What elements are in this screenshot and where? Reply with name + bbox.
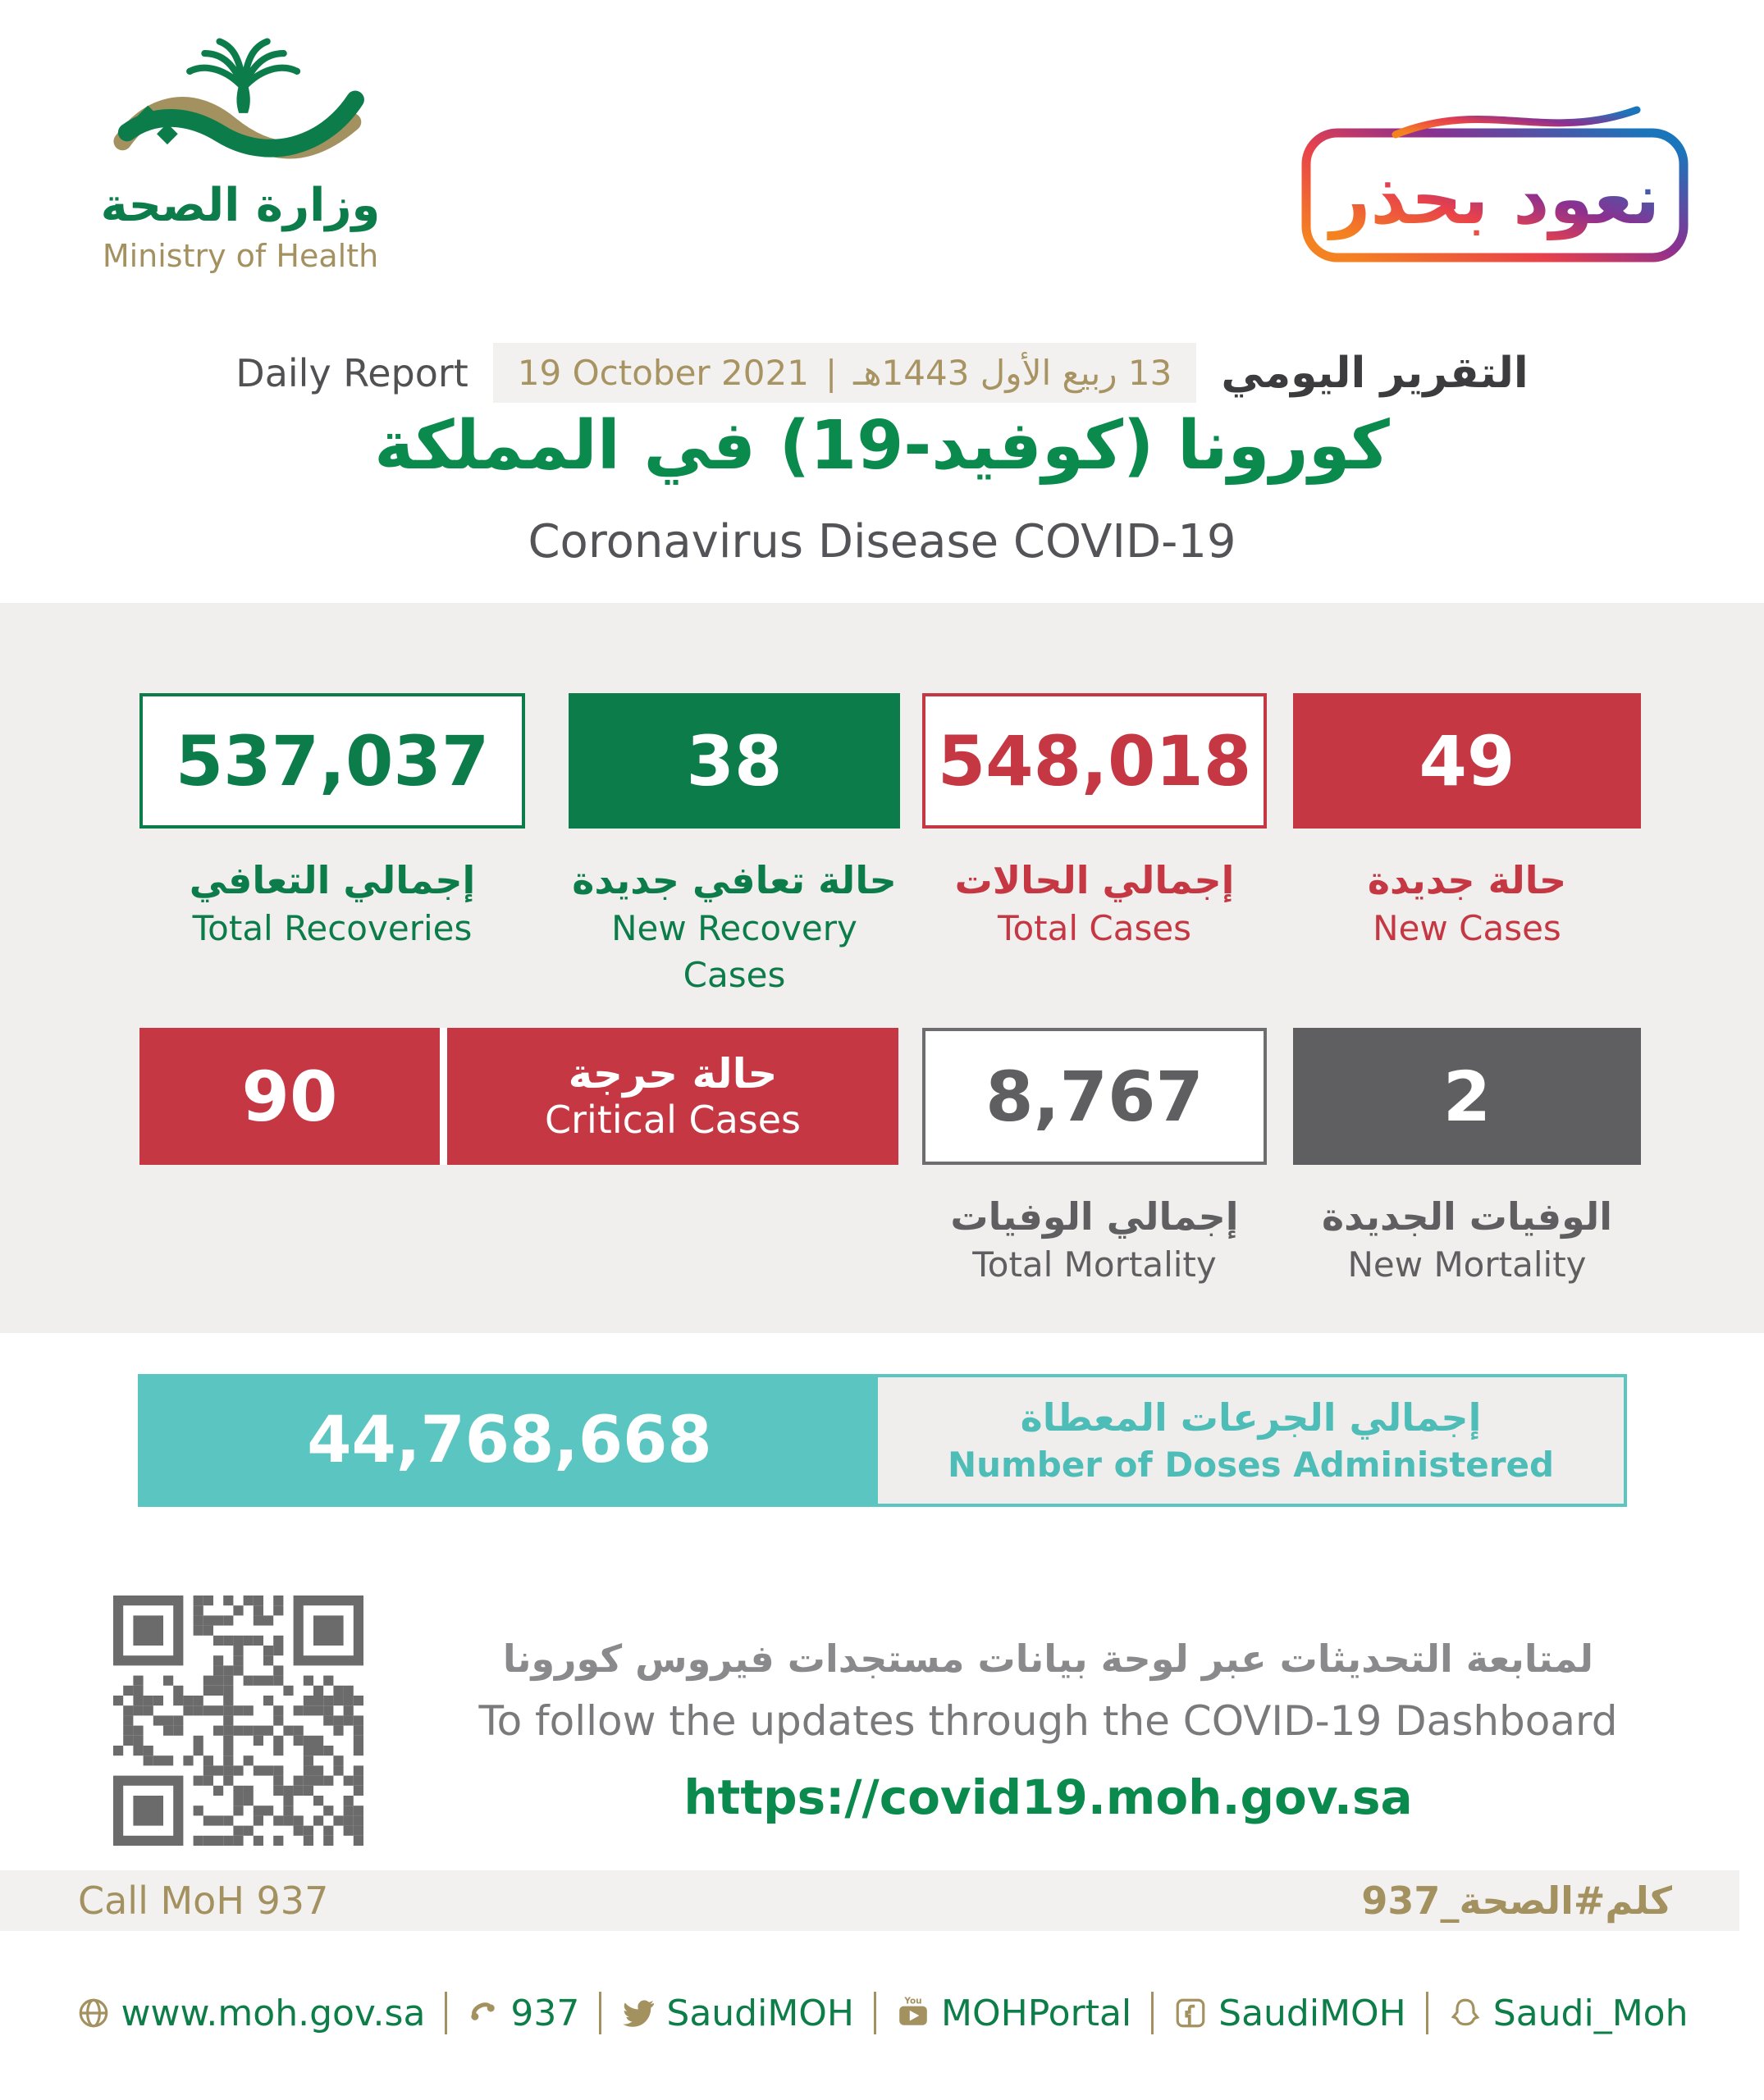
twitter-icon bbox=[621, 1997, 656, 2029]
moh-logo bbox=[64, 13, 417, 274]
new-mortality-label-en: New Mortality bbox=[1347, 1244, 1587, 1285]
moh-logo-arabic-title: وزارة الصحة bbox=[100, 179, 381, 232]
doses-administered-bar bbox=[138, 1374, 1627, 1507]
total-cases-value: 548,018 bbox=[922, 693, 1267, 829]
footer-youtube-label: MOHPortal bbox=[941, 1992, 1132, 2034]
dashboard-note-block bbox=[414, 1637, 1682, 1825]
new-mortality-value: 2 bbox=[1293, 1028, 1641, 1165]
footer-item-facebook bbox=[1173, 1993, 1406, 2034]
new-cases-label bbox=[1293, 855, 1641, 952]
qr-code bbox=[113, 1596, 363, 1846]
new-recovery-cases-label-en: New Recovery Cases bbox=[611, 908, 857, 995]
page-title-arabic: كورونا (كوفيد-19) في المملكة bbox=[374, 407, 1390, 485]
critical-cases-label-ar: حالة حرجة bbox=[568, 1050, 778, 1098]
critical-cases-value: 90 bbox=[139, 1028, 440, 1165]
total-recoveries-label bbox=[139, 855, 525, 952]
return-with-caution-badge bbox=[1299, 92, 1693, 272]
globe-icon bbox=[76, 1996, 111, 2030]
new-mortality-label bbox=[1293, 1191, 1641, 1289]
dashboard-url-link[interactable]: https://covid19.moh.gov.sa bbox=[683, 1769, 1413, 1825]
dashboard-note-en: To follow the updates through the COVID-19 Dashboard bbox=[478, 1697, 1618, 1745]
footer-item-website bbox=[76, 1993, 426, 2034]
dashboard-note-ar: لمتابعة التحديثات عبر لوحة بيانات مستجدات فيروس كورونا bbox=[502, 1637, 1594, 1681]
moh-logo-english-title: Ministry of Health bbox=[102, 237, 379, 274]
call-moh-label-en: Call MoH 937 bbox=[78, 1879, 329, 1923]
new-mortality-label-ar: الوفيات الجديدة bbox=[1321, 1194, 1613, 1239]
total-mortality-label-en: Total Mortality bbox=[972, 1244, 1217, 1285]
footer-channels bbox=[0, 1992, 1764, 2034]
daily-report-label-ar: التقرير اليومي bbox=[1221, 348, 1529, 398]
footer-separator bbox=[1426, 1992, 1428, 2034]
badge-slogan: نعود بحذر bbox=[1329, 158, 1661, 240]
critical-cases-label-box bbox=[447, 1028, 898, 1165]
report-date-chip bbox=[493, 343, 1197, 403]
total-cases-label-en: Total Cases bbox=[997, 908, 1192, 949]
footer-phone-label: 937 bbox=[510, 1992, 580, 2034]
footer-item-snapchat bbox=[1448, 1993, 1689, 2034]
snapchat-icon bbox=[1448, 1997, 1483, 2029]
youtube-icon bbox=[896, 1996, 930, 2030]
footer-twitter-label: SaudiMOH bbox=[666, 1992, 855, 2034]
new-cases-label-ar: حالة جديدة bbox=[1367, 858, 1567, 902]
footer-item-phone bbox=[467, 1993, 579, 2034]
call-moh-hashtag-ar: كلم#الصحة_937 bbox=[1361, 1879, 1672, 1923]
total-cases-label bbox=[922, 855, 1267, 952]
new-cases-label-en: New Cases bbox=[1373, 908, 1561, 949]
total-recoveries-label-en: Total Recoveries bbox=[192, 908, 473, 949]
footer-item-youtube bbox=[896, 1993, 1131, 2034]
critical-box-divider bbox=[440, 1028, 447, 1165]
phone-icon bbox=[467, 1997, 500, 2029]
total-mortality-label-ar: إجمالي الوفيات bbox=[950, 1194, 1239, 1239]
dashboard-qr bbox=[113, 1596, 363, 1846]
footer-item-twitter bbox=[621, 1993, 854, 2034]
total-cases-label-ar: إجمالي الحالات bbox=[954, 858, 1235, 902]
doses-administered-label-en: Number of Doses Administered bbox=[947, 1444, 1555, 1485]
new-recovery-cases-label-ar: حالة تعافي جديدة bbox=[572, 858, 897, 902]
footer-separator bbox=[599, 1992, 601, 2034]
footer-website-label: www.moh.gov.sa bbox=[121, 1992, 426, 2034]
doses-administered-value: 44,768,668 bbox=[141, 1377, 878, 1504]
footer-facebook-label: SaudiMOH bbox=[1218, 1992, 1406, 2034]
new-cases-value: 49 bbox=[1293, 693, 1641, 829]
total-recoveries-label-ar: إجمالي التعافي bbox=[189, 858, 476, 902]
footer-separator bbox=[874, 1992, 876, 2034]
doses-administered-label bbox=[878, 1377, 1624, 1504]
page-title-english: Coronavirus Disease COVID-19 bbox=[528, 515, 1236, 568]
return-with-caution-badge-art bbox=[1299, 92, 1693, 268]
report-date-gregorian: 19 October 2021 bbox=[517, 353, 809, 393]
total-mortality-label bbox=[922, 1191, 1267, 1289]
total-recoveries-value: 537,037 bbox=[139, 693, 525, 829]
moh-logo-icon bbox=[101, 13, 380, 177]
svg-text:You: You bbox=[904, 1996, 922, 2006]
daily-report-label-en: Daily Report bbox=[235, 350, 468, 395]
facebook-icon bbox=[1173, 1996, 1208, 2030]
report-header-row bbox=[0, 343, 1764, 403]
footer-snapchat-label: Saudi_Moh bbox=[1492, 1992, 1689, 2034]
report-date-separator: | bbox=[825, 353, 838, 393]
call-moh-band bbox=[0, 1870, 1739, 1931]
new-recovery-cases-label bbox=[569, 855, 900, 998]
critical-cases-label-en: Critical Cases bbox=[544, 1097, 802, 1142]
doses-administered-label-ar: إجمالي الجرعات المعطاة bbox=[1020, 1395, 1482, 1440]
total-mortality-value: 8,767 bbox=[922, 1028, 1267, 1165]
new-recovery-cases-value: 38 bbox=[569, 693, 900, 829]
report-date-hijri: 13 ربيع الأول 1443هـ bbox=[853, 353, 1172, 393]
footer-separator bbox=[445, 1992, 447, 2034]
footer-separator bbox=[1151, 1992, 1154, 2034]
